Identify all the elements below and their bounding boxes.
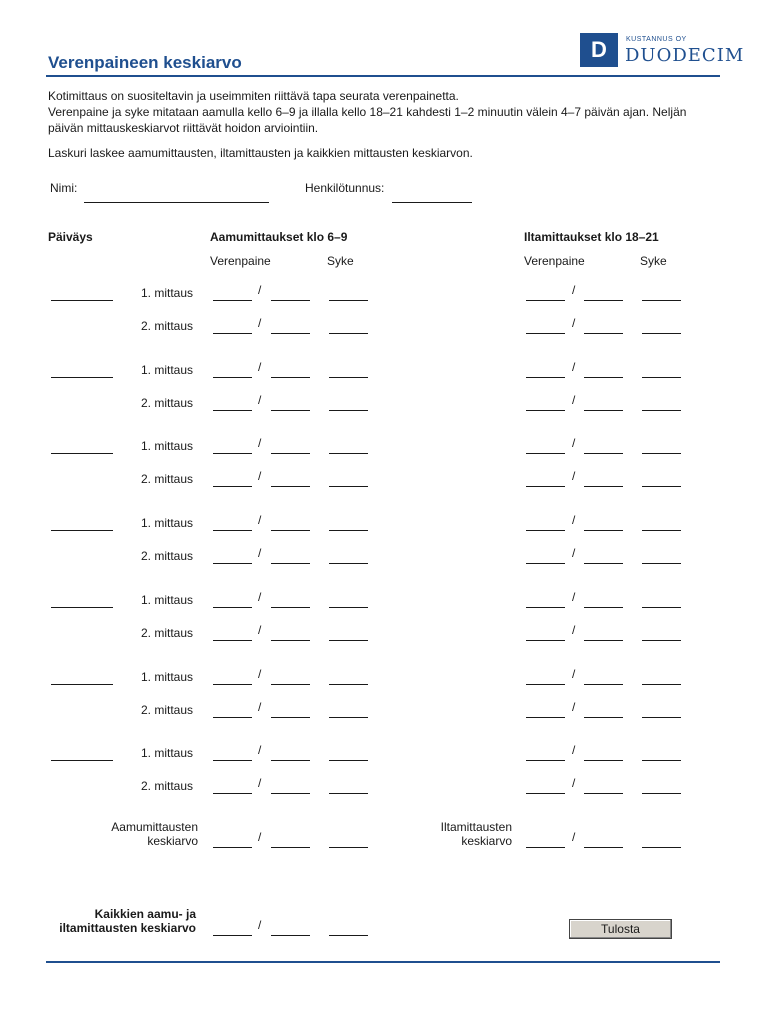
measurement-label-day-2-1: 1. mittaus: [141, 363, 194, 377]
footer-divider: [46, 961, 720, 963]
morning-bp-label: Verenpaine: [210, 254, 271, 268]
morning-day-4-m2-pulse-field[interactable]: [329, 549, 368, 564]
evening-day-6-m2-pulse-field[interactable]: [642, 703, 681, 718]
morning-day-6-m2-systolic-field[interactable]: [213, 703, 252, 718]
evening-average-pulse-field[interactable]: [642, 833, 681, 848]
morning-day-2-m2-systolic-field[interactable]: [213, 396, 252, 411]
evening-day-4-m1-diastolic-field[interactable]: [584, 516, 623, 531]
evening-day-3-m2-diastolic-field[interactable]: [584, 472, 623, 487]
morning-day-3-m1-systolic-field[interactable]: [213, 439, 252, 454]
morning-day-5-m2-diastolic-field[interactable]: [271, 626, 310, 641]
morning-day-1-m1-systolic-field[interactable]: [213, 286, 252, 301]
morning-day-7-m2-diastolic-field[interactable]: [271, 779, 310, 794]
evening-day-5-m1-pulse-field[interactable]: [642, 593, 681, 608]
evening-day-1-m2-diastolic-field[interactable]: [584, 319, 623, 334]
evening-day-4-m1-slash: /: [572, 513, 576, 527]
intro-text: [48, 88, 718, 136]
morning-day-5-m1-pulse-field[interactable]: [329, 593, 368, 608]
morning-day-3-m1-diastolic-field[interactable]: [271, 439, 310, 454]
morning-day-5-m1-diastolic-field[interactable]: [271, 593, 310, 608]
evening-day-7-m1-slash: /: [572, 743, 576, 757]
morning-day-1-m1-pulse-field[interactable]: [329, 286, 368, 301]
morning-day-3-m2-slash: /: [258, 469, 262, 483]
evening-day-7-m2-slash: /: [572, 776, 576, 790]
date-field-day-3[interactable]: [51, 439, 113, 454]
evening-day-1-m2-systolic-field[interactable]: [526, 319, 565, 334]
intro-line-1: Kotimittaus on suositeltavin ja useimmiten riittävä tapa seurata verenpainetta.: [48, 89, 459, 103]
morning-day-6-m1-slash: /: [258, 667, 262, 681]
evening-day-2-m1-pulse-field[interactable]: [642, 363, 681, 378]
evening-day-5-m2-diastolic-field[interactable]: [584, 626, 623, 641]
morning-day-1-m2-slash: /: [258, 316, 262, 330]
intro-line-2: Verenpaine ja syke mitataan aamulla kello 6–9 ja illalla kello 18–21 kahdesti 1–2 minuutin välein 4–7 päivän ajan. Neljän päivän mittauskeskiarvot riittävät hoidon arviointiin.: [48, 105, 687, 135]
measurement-label-day-1-2: 2. mittaus: [141, 319, 194, 333]
evening-day-1-m2-pulse-field[interactable]: [642, 319, 681, 334]
morning-day-2-m1-systolic-field[interactable]: [213, 363, 252, 378]
morning-average-label-line2: keskiarvo: [147, 834, 198, 848]
measurement-label-day-4-2: 2. mittaus: [141, 549, 194, 563]
morning-day-4-m1-diastolic-field[interactable]: [271, 516, 310, 531]
publisher-name: DUODECIM: [625, 45, 745, 66]
evening-day-4-m2-slash: /: [572, 546, 576, 560]
evening-day-2-m1-slash: /: [572, 360, 576, 374]
evening-day-7-m2-diastolic-field[interactable]: [584, 779, 623, 794]
date-header: Päiväys: [48, 230, 93, 244]
morning-day-1-m2-diastolic-field[interactable]: [271, 319, 310, 334]
measurement-label-day-7-2: 2. mittaus: [141, 779, 194, 793]
name-field[interactable]: [84, 188, 269, 203]
evening-day-2-m1-systolic-field[interactable]: [526, 363, 565, 378]
evening-day-5-m2-slash: /: [572, 623, 576, 637]
date-field-day-1[interactable]: [51, 286, 113, 301]
morning-day-7-m1-systolic-field[interactable]: [213, 746, 252, 761]
measurement-label-day-2-2: 2. mittaus: [141, 396, 194, 410]
evening-day-7-m1-pulse-field[interactable]: [642, 746, 681, 761]
evening-day-4-m2-pulse-field[interactable]: [642, 549, 681, 564]
morning-day-2-m1-pulse-field[interactable]: [329, 363, 368, 378]
measurement-label-day-5-2: 2. mittaus: [141, 626, 194, 640]
morning-day-6-m1-systolic-field[interactable]: [213, 670, 252, 685]
morning-day-2-m2-diastolic-field[interactable]: [271, 396, 310, 411]
evening-average-slash: /: [572, 830, 576, 844]
morning-pulse-label: Syke: [327, 254, 354, 268]
morning-average-diastolic-field[interactable]: [271, 833, 310, 848]
evening-day-4-m1-pulse-field[interactable]: [642, 516, 681, 531]
morning-day-5-m2-pulse-field[interactable]: [329, 626, 368, 641]
evening-day-5-m1-systolic-field[interactable]: [526, 593, 565, 608]
morning-average-pulse-field[interactable]: [329, 833, 368, 848]
evening-pulse-label: Syke: [640, 254, 667, 268]
evening-day-3-m1-diastolic-field[interactable]: [584, 439, 623, 454]
measurement-label-day-5-1: 1. mittaus: [141, 593, 194, 607]
evening-average-label-line1: Iltamittausten: [440, 820, 512, 834]
morning-day-6-m2-pulse-field[interactable]: [329, 703, 368, 718]
evening-day-3-m2-systolic-field[interactable]: [526, 472, 565, 487]
personal-id-field[interactable]: [392, 188, 472, 203]
evening-average-diastolic-field[interactable]: [584, 833, 623, 848]
morning-day-7-m1-diastolic-field[interactable]: [271, 746, 310, 761]
evening-header: Iltamittaukset klo 18–21: [524, 230, 659, 244]
morning-day-4-m2-slash: /: [258, 546, 262, 560]
morning-day-3-m1-pulse-field[interactable]: [329, 439, 368, 454]
evening-day-3-m2-slash: /: [572, 469, 576, 483]
date-field-day-4[interactable]: [51, 516, 113, 531]
morning-day-7-m1-pulse-field[interactable]: [329, 746, 368, 761]
measurement-label-day-4-1: 1. mittaus: [141, 516, 194, 530]
evening-day-5-m2-systolic-field[interactable]: [526, 626, 565, 641]
evening-average-systolic-field[interactable]: [526, 833, 565, 848]
total-average-label: [20, 907, 196, 935]
evening-day-2-m2-systolic-field[interactable]: [526, 396, 565, 411]
evening-day-7-m1-systolic-field[interactable]: [526, 746, 565, 761]
evening-day-6-m2-systolic-field[interactable]: [526, 703, 565, 718]
morning-header: Aamumittaukset klo 6–9: [210, 230, 348, 244]
evening-day-1-m1-diastolic-field[interactable]: [584, 286, 623, 301]
morning-day-7-m2-pulse-field[interactable]: [329, 779, 368, 794]
duodecim-logo-icon: D: [580, 33, 618, 67]
measurement-label-day-7-1: 1. mittaus: [141, 746, 194, 760]
morning-day-2-m2-pulse-field[interactable]: [329, 396, 368, 411]
measurement-label-day-1-1: 1. mittaus: [141, 286, 194, 300]
evening-day-3-m1-systolic-field[interactable]: [526, 439, 565, 454]
measurement-label-day-6-1: 1. mittaus: [141, 670, 194, 684]
evening-day-2-m2-diastolic-field[interactable]: [584, 396, 623, 411]
evening-day-7-m2-systolic-field[interactable]: [526, 779, 565, 794]
evening-day-3-m1-slash: /: [572, 436, 576, 450]
morning-day-2-m2-slash: /: [258, 393, 262, 407]
id-label: Henkilötunnus:: [305, 181, 385, 195]
evening-day-5-m2-pulse-field[interactable]: [642, 626, 681, 641]
morning-day-1-m1-slash: /: [258, 283, 262, 297]
evening-day-1-m1-pulse-field[interactable]: [642, 286, 681, 301]
morning-day-6-m2-diastolic-field[interactable]: [271, 703, 310, 718]
evening-average-label-line2: keskiarvo: [461, 834, 512, 848]
morning-day-3-m2-systolic-field[interactable]: [213, 472, 252, 487]
morning-day-5-m2-systolic-field[interactable]: [213, 626, 252, 641]
morning-day-3-m2-pulse-field[interactable]: [329, 472, 368, 487]
evening-day-6-m1-slash: /: [572, 667, 576, 681]
date-field-day-2[interactable]: [51, 363, 113, 378]
evening-day-5-m1-slash: /: [572, 590, 576, 604]
evening-day-2-m2-slash: /: [572, 393, 576, 407]
morning-day-2-m1-slash: /: [258, 360, 262, 374]
evening-average-label: [404, 820, 512, 848]
morning-day-6-m1-diastolic-field[interactable]: [271, 670, 310, 685]
calculator-note: Laskuri laskee aamumittausten, iltamittausten ja kaikkien mittausten keskiarvon.: [48, 146, 473, 160]
evening-day-4-m2-diastolic-field[interactable]: [584, 549, 623, 564]
morning-day-4-m2-systolic-field[interactable]: [213, 549, 252, 564]
morning-average-label-line1: Aamumittausten: [111, 820, 198, 834]
morning-day-3-m1-slash: /: [258, 436, 262, 450]
date-field-day-7[interactable]: [51, 746, 113, 761]
morning-day-7-m2-systolic-field[interactable]: [213, 779, 252, 794]
evening-day-5-m1-diastolic-field[interactable]: [584, 593, 623, 608]
measurement-label-day-6-2: 2. mittaus: [141, 703, 194, 717]
morning-day-2-m1-diastolic-field[interactable]: [271, 363, 310, 378]
evening-day-1-m1-slash: /: [572, 283, 576, 297]
morning-day-1-m2-systolic-field[interactable]: [213, 319, 252, 334]
morning-day-4-m1-systolic-field[interactable]: [213, 516, 252, 531]
morning-day-4-m2-diastolic-field[interactable]: [271, 549, 310, 564]
evening-day-1-m2-slash: /: [572, 316, 576, 330]
morning-average-slash: /: [258, 830, 262, 844]
evening-day-2-m2-pulse-field[interactable]: [642, 396, 681, 411]
evening-day-6-m2-diastolic-field[interactable]: [584, 703, 623, 718]
morning-day-1-m2-pulse-field[interactable]: [329, 319, 368, 334]
evening-day-1-m1-systolic-field[interactable]: [526, 286, 565, 301]
evening-day-3-m2-pulse-field[interactable]: [642, 472, 681, 487]
evening-day-4-m2-systolic-field[interactable]: [526, 549, 565, 564]
evening-day-6-m1-diastolic-field[interactable]: [584, 670, 623, 685]
total-average-diastolic-field[interactable]: [271, 921, 310, 936]
evening-day-2-m1-diastolic-field[interactable]: [584, 363, 623, 378]
morning-day-6-m1-pulse-field[interactable]: [329, 670, 368, 685]
morning-day-1-m1-diastolic-field[interactable]: [271, 286, 310, 301]
total-average-systolic-field[interactable]: [213, 921, 252, 936]
morning-day-5-m1-slash: /: [258, 590, 262, 604]
morning-day-4-m1-slash: /: [258, 513, 262, 527]
header-divider: [46, 75, 720, 77]
evening-day-3-m1-pulse-field[interactable]: [642, 439, 681, 454]
page-title: Verenpaineen keskiarvo: [48, 53, 242, 72]
date-field-day-5[interactable]: [51, 593, 113, 608]
measurement-label-day-3-2: 2. mittaus: [141, 472, 194, 486]
total-average-pulse-field[interactable]: [329, 921, 368, 936]
total-average-slash: /: [258, 918, 262, 932]
morning-day-6-m2-slash: /: [258, 700, 262, 714]
total-average-label-line1: Kaikkien aamu- ja: [94, 907, 196, 921]
evening-day-7-m2-pulse-field[interactable]: [642, 779, 681, 794]
evening-day-4-m1-systolic-field[interactable]: [526, 516, 565, 531]
date-field-day-6[interactable]: [51, 670, 113, 685]
measurement-label-day-3-1: 1. mittaus: [141, 439, 194, 453]
name-label: Nimi:: [50, 181, 78, 195]
print-button[interactable]: Tulosta: [569, 919, 672, 939]
morning-day-7-m2-slash: /: [258, 776, 262, 790]
morning-day-5-m1-systolic-field[interactable]: [213, 593, 252, 608]
morning-average-label: [90, 820, 198, 848]
morning-day-5-m2-slash: /: [258, 623, 262, 637]
morning-day-4-m1-pulse-field[interactable]: [329, 516, 368, 531]
evening-bp-label: Verenpaine: [524, 254, 585, 268]
evening-day-7-m1-diastolic-field[interactable]: [584, 746, 623, 761]
evening-day-6-m2-slash: /: [572, 700, 576, 714]
morning-day-7-m1-slash: /: [258, 743, 262, 757]
evening-day-6-m1-pulse-field[interactable]: [642, 670, 681, 685]
evening-day-6-m1-systolic-field[interactable]: [526, 670, 565, 685]
total-average-label-line2: iltamittausten keskiarvo: [59, 921, 196, 935]
publisher-small-label: KUSTANNUS OY: [626, 36, 687, 43]
morning-day-3-m2-diastolic-field[interactable]: [271, 472, 310, 487]
morning-average-systolic-field[interactable]: [213, 833, 252, 848]
